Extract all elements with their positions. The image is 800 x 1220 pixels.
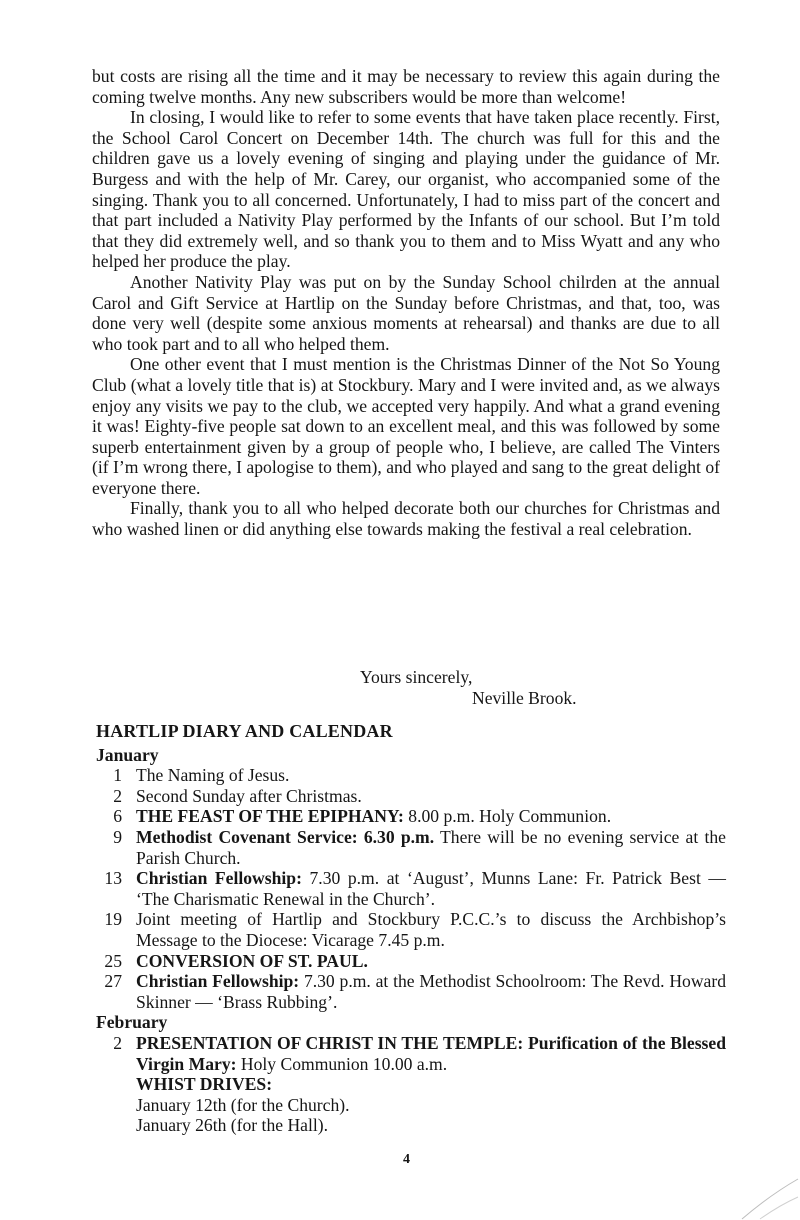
entry-text [122,827,726,868]
whist-drives-heading [96,1074,726,1095]
letter-paragraph-5: Finally, thank you to all who helped decorate both our churches for Christmas and who washed linen or did anything else towards making the festival a real celebration. [92,498,720,540]
entry-day: 9 [113,826,122,847]
entry-description: 7.30 p.m. at the Methodist Schoolroom: The Revd. Howard Skinner — ‘Brass Rubbing’. [136,971,726,1012]
month-heading-february: February [96,1012,168,1033]
letter-body [92,66,720,540]
entry-heading: PRESENTATION OF CHRIST IN THE TEMPLE: Purification of the Blessed Virgin Mary: [136,1032,726,1074]
letter-paragraph-3: Another Nativity Play was put on by the Sunday School chilrden at the annual Carol and Gift Service at Hartlip on the Sunday before Christmas, and that, too, was done very well (despite some anxious moments at rehearsal) and thanks are due to all who took part and to all who helped them. [92,271,720,354]
entry-heading: Christian Fellowship: [136,971,300,992]
diary-entry [96,909,726,950]
entry-description: Holy Communion 10.00 a.m. [236,1053,448,1074]
entry-text [122,909,726,950]
entry-text [122,951,726,972]
diary-entry [96,868,726,909]
entry-day: 19 [104,909,122,930]
entry-text [122,786,726,807]
entry-heading: Methodist Covenant Service: 6.30 p.m. [136,826,435,847]
whist-drives-title: WHIST DRIVES: [136,1074,273,1095]
entry-description: 8.00 p.m. Holy Communion. [403,806,612,827]
entry-day: 2 [113,1032,122,1053]
diary-entry [96,786,726,807]
entry-day: 2 [113,785,122,806]
entry-text [122,868,726,909]
entry-day: 13 [104,868,122,889]
entry-day: 27 [104,971,122,992]
entry-description: Second Sunday after Christmas. [136,785,362,806]
letter-paragraph-4: One other event that I must mention is the Christmas Dinner of the Not So Young Club (what a lovely title that is) at Stockbury. Mary and I were invited and, as we always enjoy any visits we pay to the club, we accepted very happily. And what a grand evening it was! Eighty-five people sat down to an excellent meal, and this was followed by some superb entertainment given by a group of people who, I believe, are called The Vinters (if I’m wrong there, I apologise to them), and who played and sang to the great delight of everyone there. [92,354,720,498]
entry-description: Joint meeting of Hartlip and Stockbury P.C.C.’s to discuss the Archbishop’s Message to the Diocese: Vicarage 7.45 p.m. [136,909,726,950]
whist-drive-date: January 12th (for the Church). [136,1094,350,1115]
letter-signature: Neville Brook. [472,688,577,708]
letter-paragraph-2: In closing, I would like to refer to some events that have taken place recently. First, the School Carol Concert on December 14th. The church was full for this and the children gave us a lovely evening of singing and playing under the guidance of Mr. Burgess and with the help of Mr. Carey, our organist, who accompanied some of the singing. Thank you to all concerned. Unfortunately, I had to miss part of the concert and that part included a Nativity Play performed by the Infants of our school. But I’m told that they did extremely well, and so thank you to them and to Miss Wyatt and any who helped her produce the play. [92,107,720,272]
entry-description: The Naming of Jesus. [136,765,290,786]
entry-day: 1 [113,765,122,786]
diary-entry [96,951,726,972]
entry-heading: THE FEAST OF THE EPIPHANY: [136,806,404,827]
letter-paragraph-1: but costs are rising all the time and it may be necessary to review this again during the coming twelve months. Any new subscribers would be more than welcome! [92,66,720,107]
entry-text [122,765,726,786]
diary-section [96,721,726,1136]
letter-closing: Yours sincerely, [360,667,473,687]
diary-entry [96,765,726,786]
diary-entry [96,806,726,827]
month-heading-january: January [96,744,159,765]
entry-text [122,806,726,827]
entry-heading: Christian Fellowship: [136,868,302,889]
entry-text [122,1033,726,1074]
entry-text [122,971,726,1012]
diary-entry [96,1033,726,1074]
entry-day: 6 [113,806,122,827]
diary-title: HARTLIP DIARY AND CALENDAR [96,721,393,741]
entry-description: There will be no evening service at the Parish Church. [136,826,726,868]
diary-entry [96,827,726,868]
diary-entry [96,971,726,1012]
whist-drive-date: January 26th (for the Hall). [136,1115,329,1136]
page-curl-mark [740,1175,800,1220]
entry-description: 7.30 p.m. at ‘August’, Munns Lane: Fr. Patrick Best — ‘The Charismatic Renewal in the Church’. [136,868,727,909]
page-number: 4 [403,1152,410,1167]
entry-day: 25 [104,950,122,971]
entry-heading: CONVERSION OF ST. PAUL. [136,950,368,971]
